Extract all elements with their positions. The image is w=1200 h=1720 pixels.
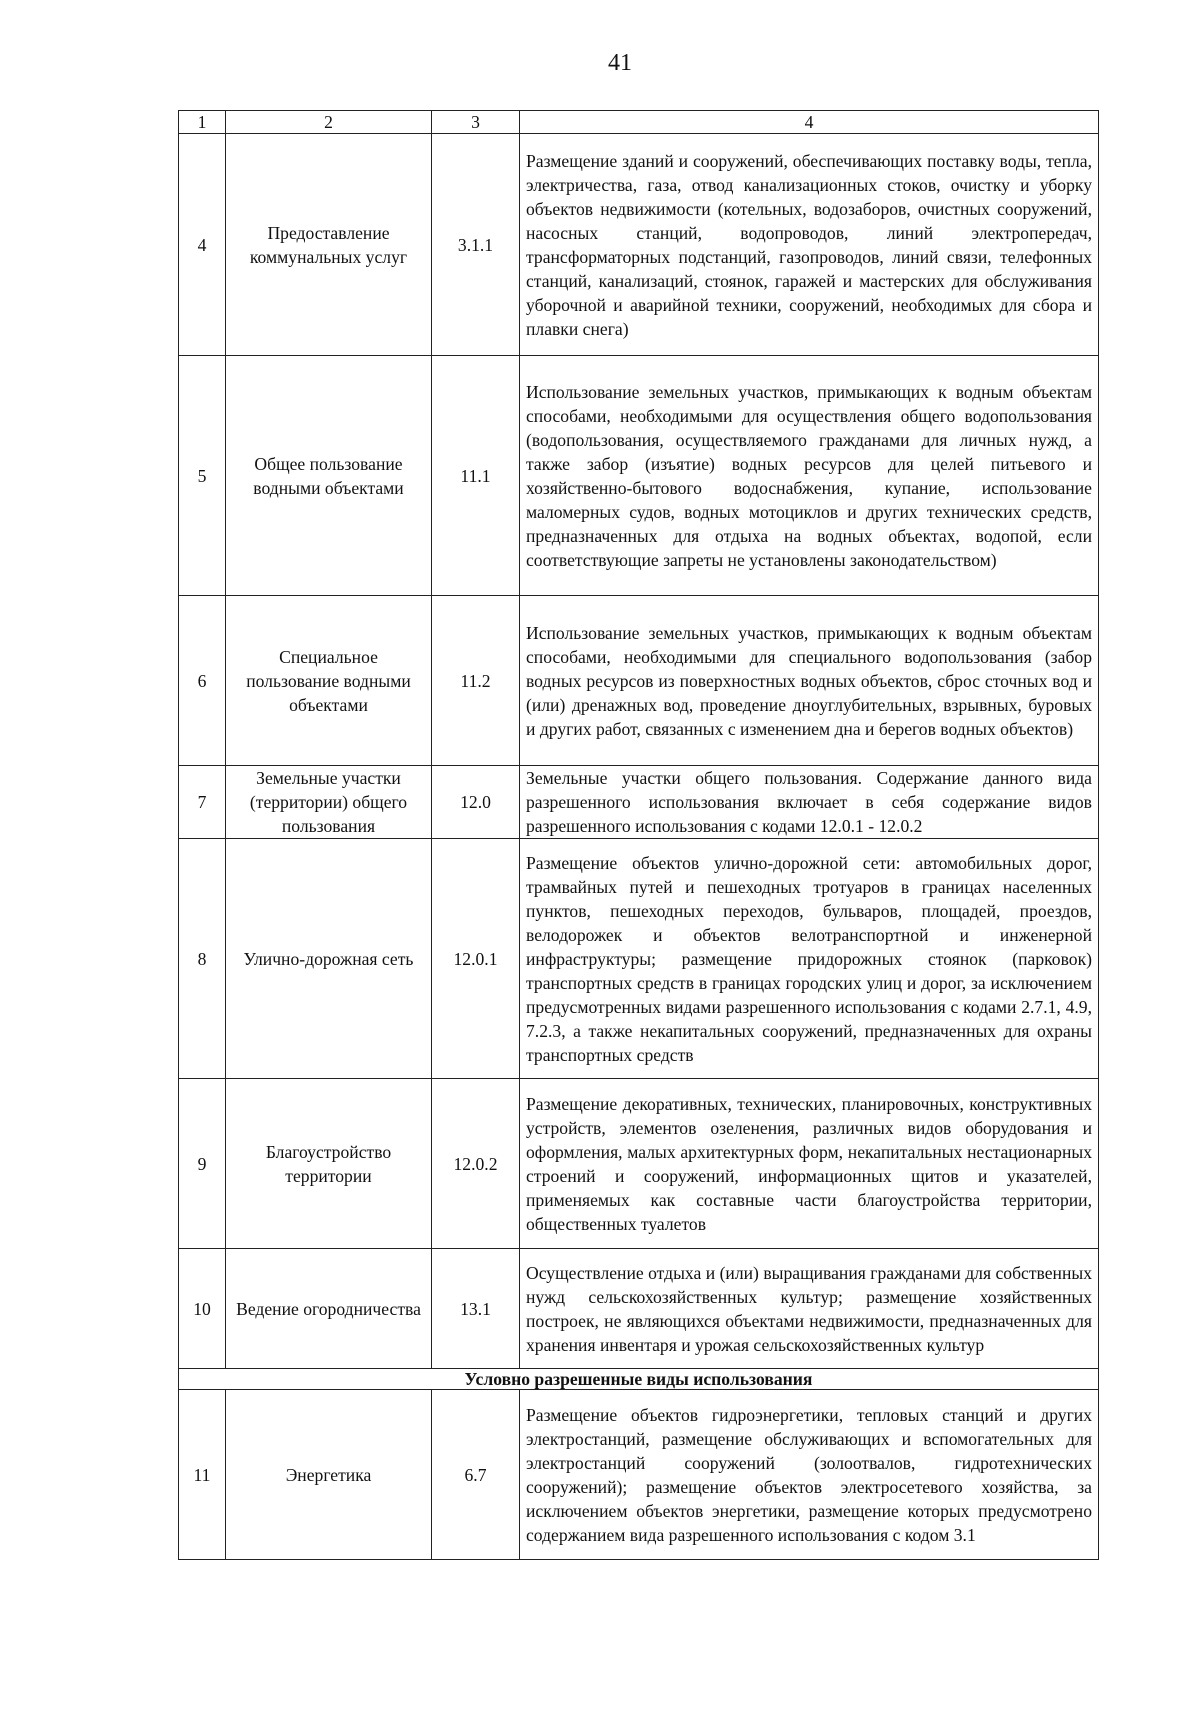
row-number: 6: [179, 596, 226, 766]
use-type-description: Размещение декоративных, технических, планировочных, конструктивных устройств, элементов озеленения, различных видов оборудования и оформления, малых архитектурных форм, некапитальных нестационарных строений и сооружений, информационных щитов и указателей, применяемых как составные части благоустройства территории, общественных туалетов: [520, 1079, 1099, 1249]
use-type-description: Использование земельных участков, примыкающих к водным объектам способами, необходимыми для осуществления общего водопользования (водопользования, осуществляемого гражданами для личных нужд, а также забор (изъятие) водных ресурсов для целей питьевого и хозяйственно-бытового водоснабжения, купание, использование маломерных судов, водных мотоциклов и других технических средств, предназначенных для отдыха на водных объектах, водопой, если соответствующие запреты не установлены законодательством): [520, 356, 1099, 596]
row-number: 4: [179, 134, 226, 356]
table-row: [179, 134, 1099, 356]
use-type-code: 11.1: [432, 356, 520, 596]
section-title: Условно разрешенные виды использования: [179, 1369, 1099, 1390]
use-type-description: Размещение объектов улично-дорожной сети: автомобильных дорог, трамвайных путей и пешеходных тротуаров в границах населенных пунктов, пешеходных переходов, бульваров, площадей, проездов, велодорожек и объектов велотранспортной и инженерной инфраструктуры; размещение придорожных стоянок (парковок) транспортных средств в границах городских улиц и дорог, за исключением предусмотренных видами разрешенного использования с кодами 2.7.1, 4.9, 7.2.3, а также некапитальных сооружений, предназначенных для охраны транспортных средств: [520, 839, 1099, 1079]
table-row: [179, 1390, 1099, 1560]
use-type-code: 12.0.2: [432, 1079, 520, 1249]
row-number: 7: [179, 766, 226, 839]
use-type-name: Предоставление коммунальных услуг: [226, 134, 432, 356]
table-row: [179, 839, 1099, 1079]
row-number: 10: [179, 1249, 226, 1369]
row-number: 11: [179, 1390, 226, 1560]
use-type-code: 12.0: [432, 766, 520, 839]
use-type-description: Размещение объектов гидроэнергетики, тепловых станций и других электростанций, размещение обслуживающих и вспомогательных для электростанций сооружений (золоотвалов, гидротехнических сооружений); размещение объектов электросетевого хозяйства, за исключением объектов энергетики, размещение которых предусмотрено содержанием вида разрешенного использования с кодом 3.1: [520, 1390, 1099, 1560]
table-row: [179, 356, 1099, 596]
table-header-row: [179, 111, 1099, 134]
row-number: 9: [179, 1079, 226, 1249]
use-type-name: Общее пользование водными объектами: [226, 356, 432, 596]
use-type-name: Энергетика: [226, 1390, 432, 1560]
use-type-code: 11.2: [432, 596, 520, 766]
use-type-description: Размещение зданий и сооружений, обеспечивающих поставку воды, тепла, электричества, газа, отвод канализационных стоков, очистку и уборку объектов недвижимости (котельных, водозаборов, очистных сооружений, насосных станций, водопроводов, линий электропередач, трансформаторных подстанций, газопроводов, линий связи, телефонных станций, канализаций, стоянок, гаражей и мастерских для обслуживания уборочной и аварийной техники, сооружений, необходимых для сбора и плавки снега): [520, 134, 1099, 356]
land-use-table: [178, 110, 1099, 1560]
header-cell-1: 1: [179, 111, 226, 134]
row-number: 8: [179, 839, 226, 1079]
header-cell-3: 3: [432, 111, 520, 134]
use-type-code: 13.1: [432, 1249, 520, 1369]
table-row: [179, 1249, 1099, 1369]
use-type-description: Использование земельных участков, примыкающих к водным объектам способами, необходимыми для специального водопользования (забор водных ресурсов из поверхностных водных объектов, сброс сточных вод и (или) дренажных вод, проведение дноуглубительных, взрывных, буровых и других работ, связанных с изменением дна и берегов водных объектов): [520, 596, 1099, 766]
use-type-description: Земельные участки общего пользования. Содержание данного вида разрешенного использования включает в себя содержание видов разрешенного использования с кодами 12.0.1 - 12.0.2: [520, 766, 1099, 839]
table-row: [179, 596, 1099, 766]
use-type-name: Ведение огородничества: [226, 1249, 432, 1369]
section-row: [179, 1369, 1099, 1390]
table-row: [179, 766, 1099, 839]
use-type-code: 3.1.1: [432, 134, 520, 356]
header-cell-4: 4: [520, 111, 1099, 134]
use-type-name: Специальное пользование водными объектами: [226, 596, 432, 766]
use-type-code: 12.0.1: [432, 839, 520, 1079]
row-number: 5: [179, 356, 226, 596]
use-type-name: Земельные участки (территории) общего пользования: [226, 766, 432, 839]
table-row: [179, 1079, 1099, 1249]
use-type-code: 6.7: [432, 1390, 520, 1560]
use-type-description: Осуществление отдыха и (или) выращивания гражданами для собственных нужд сельскохозяйственных культур; размещение хозяйственных построек, не являющихся объектами недвижимости, предназначенных для хранения инвентаря и урожая сельскохозяйственных культур: [520, 1249, 1099, 1369]
header-cell-2: 2: [226, 111, 432, 134]
use-type-name: Благоустройство территории: [226, 1079, 432, 1249]
page-number: 41: [608, 50, 632, 76]
use-type-name: Улично-дорожная сеть: [226, 839, 432, 1079]
